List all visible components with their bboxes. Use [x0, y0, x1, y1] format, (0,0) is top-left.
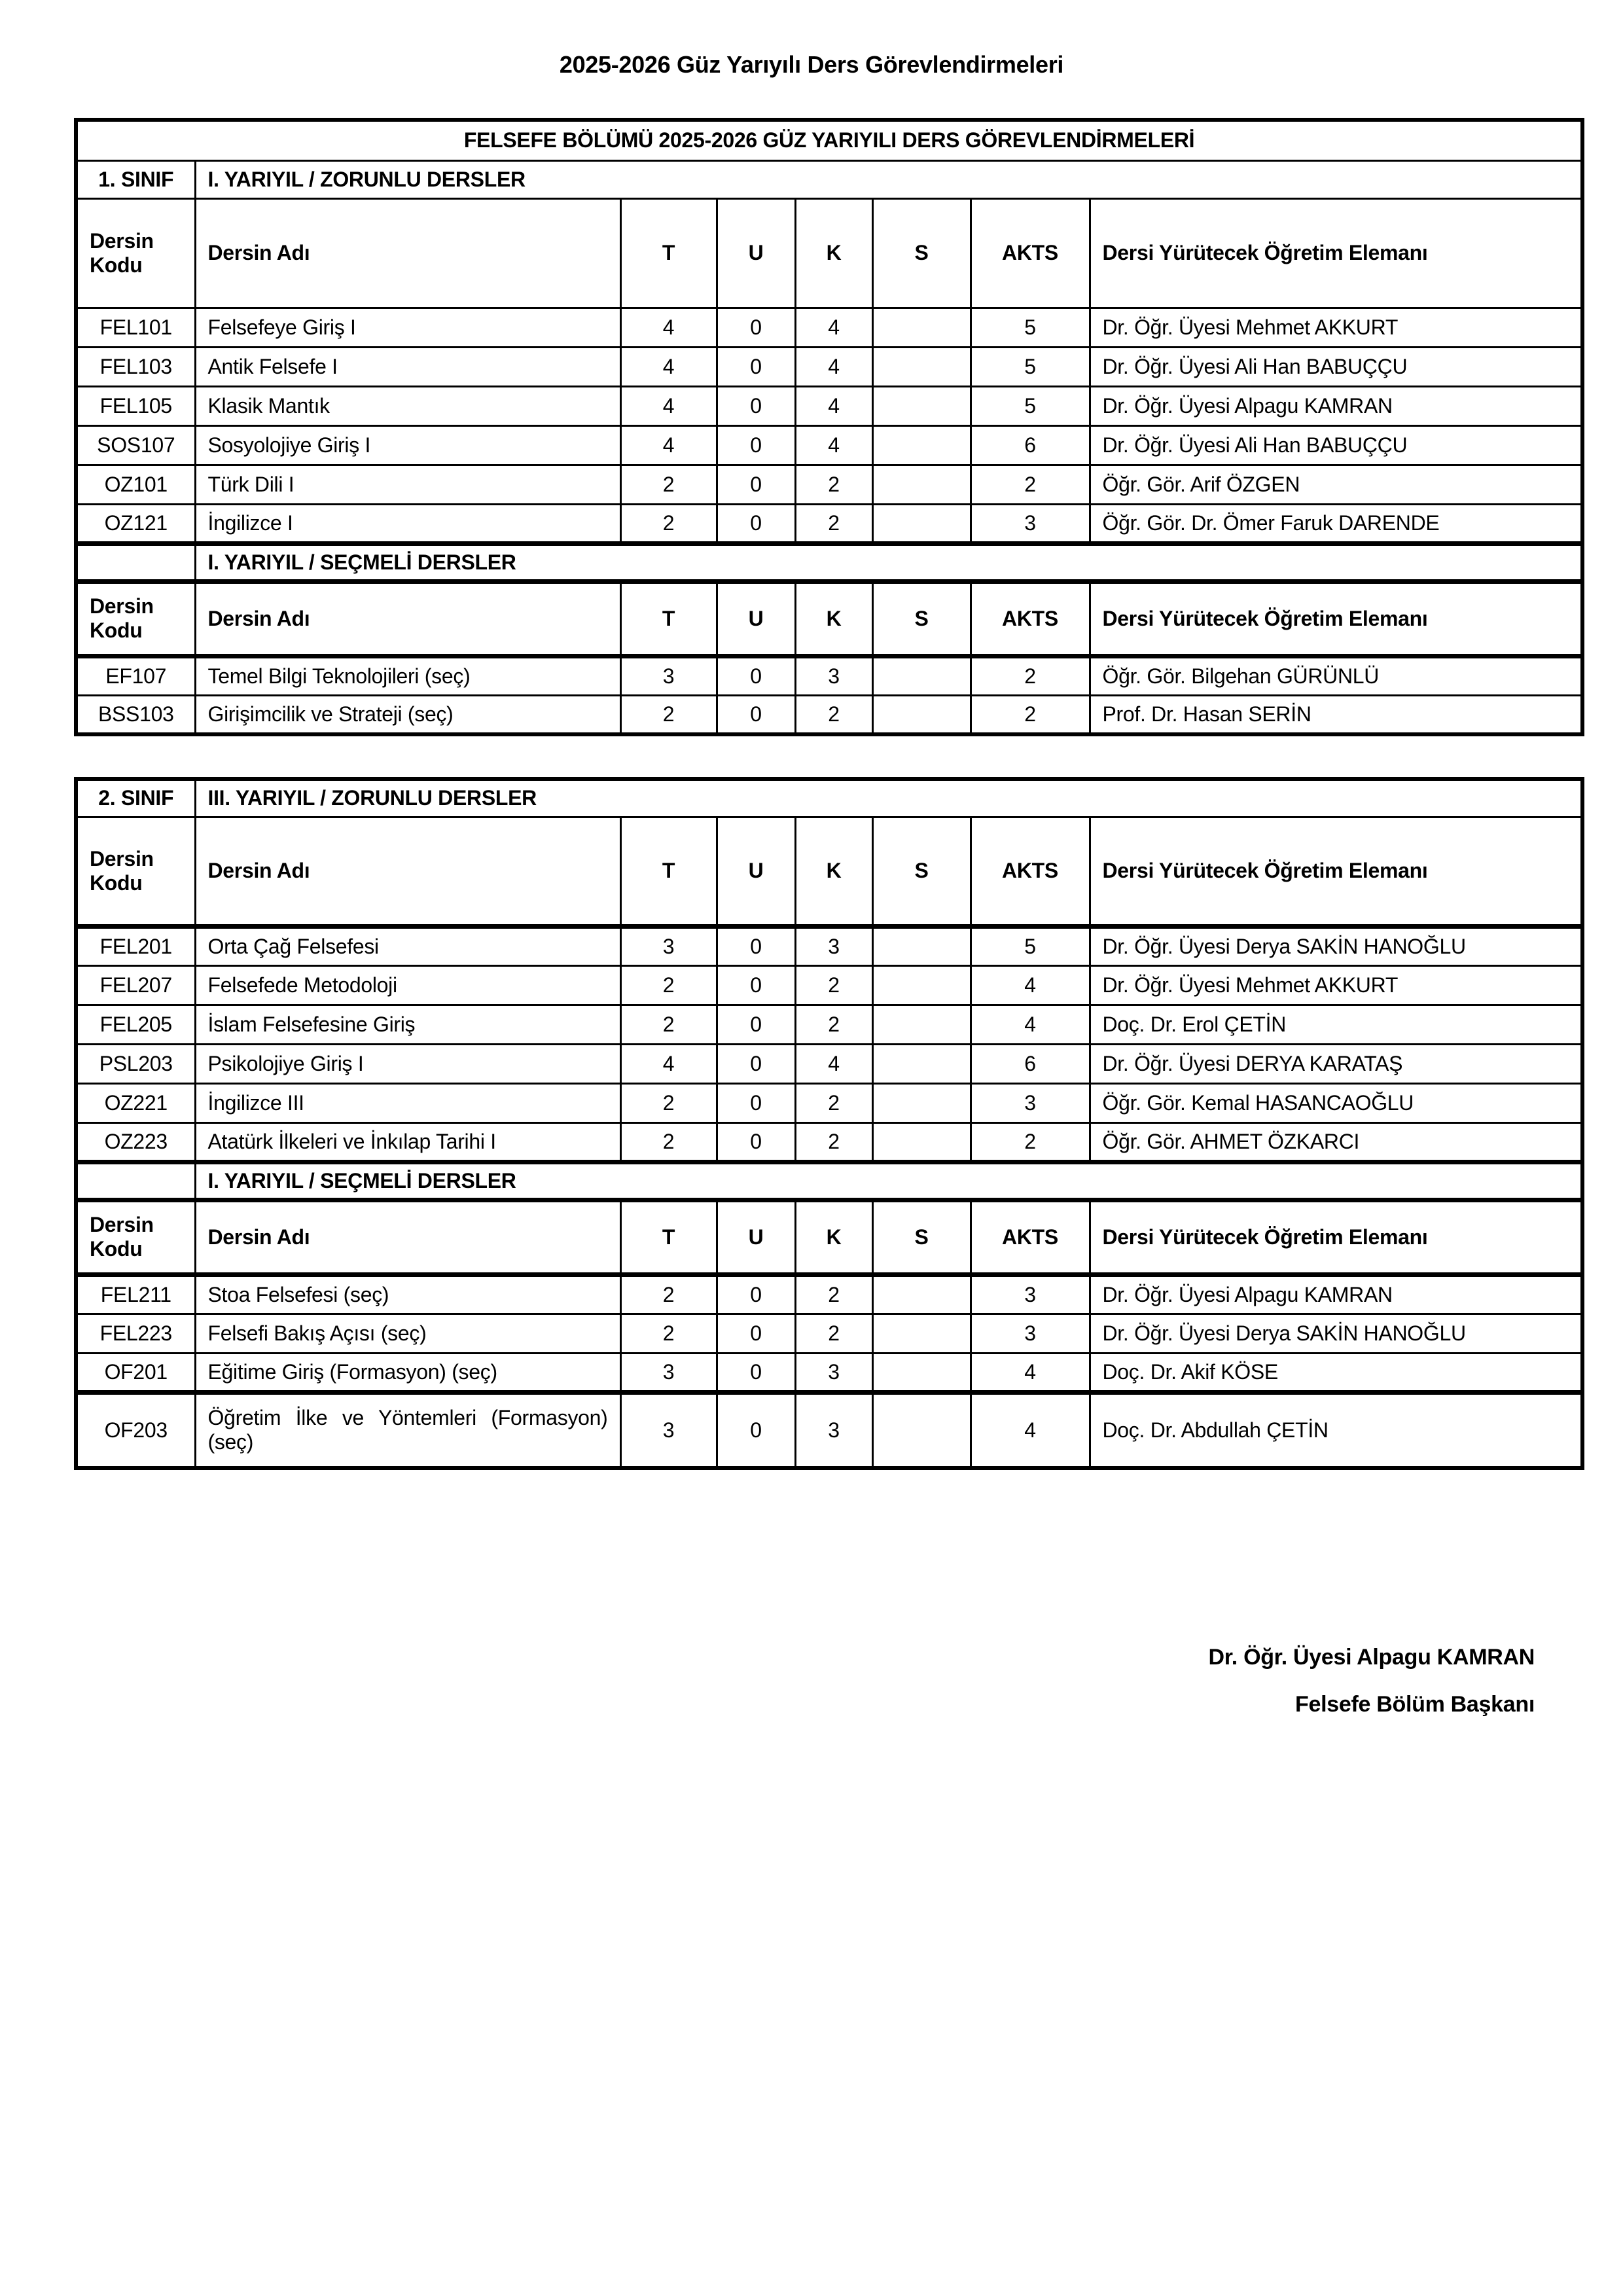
- course-s-cell: [872, 1314, 971, 1353]
- course-k-cell: 2: [795, 465, 872, 504]
- course-t-cell: 2: [620, 465, 717, 504]
- header-u: U: [717, 581, 795, 656]
- course-u-cell: 0: [717, 1122, 795, 1162]
- header-instructor: Dersi Yürütecek Öğretim Elemanı: [1090, 581, 1582, 656]
- signature-block: [0, 1634, 1535, 1728]
- course-instructor-cell: Dr. Öğr. Üyesi Alpagu KAMRAN: [1090, 1274, 1582, 1314]
- course-instructor-cell: Dr. Öğr. Üyesi Derya SAKİN HANOĞLU: [1090, 926, 1582, 965]
- course-row: [76, 1083, 1582, 1122]
- header-u: U: [717, 1200, 795, 1274]
- course-s-cell: [872, 1122, 971, 1162]
- course-s-cell: [872, 504, 971, 543]
- header-s: S: [872, 817, 971, 926]
- header-akts: AKTS: [971, 198, 1090, 308]
- header-code: Dersin Kodu: [76, 1200, 195, 1274]
- course-akts-cell: 2: [971, 695, 1090, 734]
- course-table-first-class: [74, 118, 1584, 736]
- course-instructor-cell: Öğr. Gör. Kemal HASANCAOĞLU: [1090, 1083, 1582, 1122]
- course-name-cell: Antik Felsefe I: [195, 347, 620, 386]
- course-k-cell: 2: [795, 965, 872, 1005]
- column-header-row: [76, 817, 1582, 926]
- course-code-cell: FEL211: [76, 1274, 195, 1314]
- section-row: [76, 779, 1582, 817]
- header-name: Dersin Adı: [195, 1200, 620, 1274]
- course-u-cell: 0: [717, 425, 795, 465]
- course-name-cell: İngilizce III: [195, 1083, 620, 1122]
- course-akts-cell: 3: [971, 1274, 1090, 1314]
- course-s-cell: [872, 386, 971, 425]
- course-s-cell: [872, 1353, 971, 1392]
- course-u-cell: 0: [717, 1044, 795, 1083]
- course-s-cell: [872, 656, 971, 695]
- course-row: [76, 695, 1582, 734]
- course-instructor-cell: Öğr. Gör. AHMET ÖZKARCI: [1090, 1122, 1582, 1162]
- course-k-cell: 4: [795, 425, 872, 465]
- course-code-cell: PSL203: [76, 1044, 195, 1083]
- header-name: Dersin Adı: [195, 581, 620, 656]
- header-s: S: [872, 198, 971, 308]
- course-t-cell: 2: [620, 1122, 717, 1162]
- course-k-cell: 4: [795, 386, 872, 425]
- course-akts-cell: 6: [971, 1044, 1090, 1083]
- course-code-cell: FEL101: [76, 308, 195, 347]
- header-instructor: Dersi Yürütecek Öğretim Elemanı: [1090, 817, 1582, 926]
- course-akts-cell: 4: [971, 1392, 1090, 1468]
- course-u-cell: 0: [717, 1005, 795, 1044]
- course-name-cell: Felsefede Metodoloji: [195, 965, 620, 1005]
- course-s-cell: [872, 695, 971, 734]
- course-instructor-cell: Öğr. Gör. Arif ÖZGEN: [1090, 465, 1582, 504]
- course-akts-cell: 5: [971, 386, 1090, 425]
- course-name-cell: Öğretim İlke ve Yöntemleri (Formasyon) (seç): [195, 1392, 620, 1468]
- course-row: [76, 504, 1582, 543]
- course-t-cell: 2: [620, 965, 717, 1005]
- course-t-cell: 2: [620, 1274, 717, 1314]
- course-k-cell: 3: [795, 1392, 872, 1468]
- header-k: K: [795, 198, 872, 308]
- course-code-cell: OF203: [76, 1392, 195, 1468]
- header-name: Dersin Adı: [195, 817, 620, 926]
- course-k-cell: 2: [795, 1274, 872, 1314]
- course-t-cell: 2: [620, 1083, 717, 1122]
- course-name-cell: Girişimcilik ve Strateji (seç): [195, 695, 620, 734]
- course-u-cell: 0: [717, 308, 795, 347]
- course-row: [76, 965, 1582, 1005]
- course-s-cell: [872, 1274, 971, 1314]
- section-class-label: [76, 543, 195, 581]
- header-s: S: [872, 1200, 971, 1274]
- course-name-cell: Türk Dili I: [195, 465, 620, 504]
- course-akts-cell: 4: [971, 1005, 1090, 1044]
- course-name-cell: Temel Bilgi Teknolojileri (seç): [195, 656, 620, 695]
- header-code: Dersin Kodu: [76, 817, 195, 926]
- section-class-label: 1. SINIF: [76, 160, 195, 198]
- course-u-cell: 0: [717, 347, 795, 386]
- course-u-cell: 0: [717, 1314, 795, 1353]
- course-k-cell: 3: [795, 1353, 872, 1392]
- course-instructor-cell: Dr. Öğr. Üyesi Mehmet AKKURT: [1090, 965, 1582, 1005]
- course-name-cell: Psikolojiye Giriş I: [195, 1044, 620, 1083]
- course-u-cell: 0: [717, 1083, 795, 1122]
- course-row: [76, 308, 1582, 347]
- course-instructor-cell: Dr. Öğr. Üyesi Mehmet AKKURT: [1090, 308, 1582, 347]
- header-t: T: [620, 581, 717, 656]
- course-instructor-cell: Öğr. Gör. Dr. Ömer Faruk DARENDE: [1090, 504, 1582, 543]
- table-banner-row: [76, 120, 1582, 160]
- course-t-cell: 4: [620, 386, 717, 425]
- course-u-cell: 0: [717, 695, 795, 734]
- course-u-cell: 0: [717, 1274, 795, 1314]
- course-t-cell: 2: [620, 1005, 717, 1044]
- section-title-label: III. YARIYIL / ZORUNLU DERSLER: [195, 779, 1582, 817]
- course-akts-cell: 3: [971, 504, 1090, 543]
- signature-name: Dr. Öğr. Üyesi Alpagu KAMRAN: [1208, 1645, 1535, 1670]
- course-akts-cell: 5: [971, 347, 1090, 386]
- course-code-cell: EF107: [76, 656, 195, 695]
- course-row: [76, 1044, 1582, 1083]
- course-code-cell: FEL201: [76, 926, 195, 965]
- course-row: [76, 656, 1582, 695]
- course-u-cell: 0: [717, 926, 795, 965]
- column-header-row: [76, 581, 1582, 656]
- header-s: S: [872, 581, 971, 656]
- course-k-cell: 4: [795, 308, 872, 347]
- course-name-cell: Felsefeye Giriş I: [195, 308, 620, 347]
- course-u-cell: 0: [717, 504, 795, 543]
- header-code: Dersin Kodu: [76, 198, 195, 308]
- course-t-cell: 2: [620, 504, 717, 543]
- course-t-cell: 3: [620, 656, 717, 695]
- course-k-cell: 2: [795, 1005, 872, 1044]
- course-akts-cell: 6: [971, 425, 1090, 465]
- header-k: K: [795, 581, 872, 656]
- header-t: T: [620, 817, 717, 926]
- course-row: [76, 1353, 1582, 1392]
- course-table-second-class: [74, 777, 1584, 1470]
- course-code-cell: FEL103: [76, 347, 195, 386]
- course-row: [76, 347, 1582, 386]
- signature-role: Felsefe Bölüm Başkanı: [1295, 1692, 1535, 1717]
- header-code: Dersin Kodu: [76, 581, 195, 656]
- course-akts-cell: 5: [971, 308, 1090, 347]
- course-t-cell: 3: [620, 1392, 717, 1468]
- course-t-cell: 3: [620, 926, 717, 965]
- course-t-cell: 4: [620, 1044, 717, 1083]
- header-akts: AKTS: [971, 1200, 1090, 1274]
- course-akts-cell: 2: [971, 1122, 1090, 1162]
- course-instructor-cell: Doç. Dr. Abdullah ÇETİN: [1090, 1392, 1582, 1468]
- course-row: [76, 1392, 1582, 1468]
- header-name: Dersin Adı: [195, 198, 620, 308]
- course-instructor-cell: Dr. Öğr. Üyesi Ali Han BABUÇÇU: [1090, 425, 1582, 465]
- header-k: K: [795, 1200, 872, 1274]
- course-instructor-cell: Dr. Öğr. Üyesi Derya SAKİN HANOĞLU: [1090, 1314, 1582, 1353]
- course-name-cell: Orta Çağ Felsefesi: [195, 926, 620, 965]
- header-akts: AKTS: [971, 817, 1090, 926]
- course-instructor-cell: Dr. Öğr. Üyesi Ali Han BABUÇÇU: [1090, 347, 1582, 386]
- course-k-cell: 2: [795, 504, 872, 543]
- course-t-cell: 2: [620, 695, 717, 734]
- course-code-cell: OZ101: [76, 465, 195, 504]
- course-t-cell: 3: [620, 1353, 717, 1392]
- header-akts: AKTS: [971, 581, 1090, 656]
- course-row: [76, 1122, 1582, 1162]
- section-row: [76, 543, 1582, 581]
- course-instructor-cell: Prof. Dr. Hasan SERİN: [1090, 695, 1582, 734]
- course-akts-cell: 2: [971, 656, 1090, 695]
- section-row: [76, 1162, 1582, 1200]
- course-code-cell: FEL207: [76, 965, 195, 1005]
- course-u-cell: 0: [717, 465, 795, 504]
- course-code-cell: SOS107: [76, 425, 195, 465]
- course-s-cell: [872, 1005, 971, 1044]
- section-class-label: [76, 1162, 195, 1200]
- course-t-cell: 2: [620, 1314, 717, 1353]
- course-code-cell: OF201: [76, 1353, 195, 1392]
- course-k-cell: 4: [795, 347, 872, 386]
- course-s-cell: [872, 926, 971, 965]
- section-row: [76, 160, 1582, 198]
- course-code-cell: OZ221: [76, 1083, 195, 1122]
- course-s-cell: [872, 1392, 971, 1468]
- course-code-cell: BSS103: [76, 695, 195, 734]
- course-u-cell: 0: [717, 1392, 795, 1468]
- table-banner-title: FELSEFE BÖLÜMÜ 2025-2026 GÜZ YARIYILI DERS GÖREVLENDİRMELERİ: [76, 120, 1582, 160]
- course-name-cell: İslam Felsefesine Giriş: [195, 1005, 620, 1044]
- header-t: T: [620, 198, 717, 308]
- column-header-row: [76, 1200, 1582, 1274]
- course-k-cell: 3: [795, 656, 872, 695]
- course-code-cell: FEL105: [76, 386, 195, 425]
- header-t: T: [620, 1200, 717, 1274]
- course-row: [76, 1314, 1582, 1353]
- course-t-cell: 4: [620, 308, 717, 347]
- course-akts-cell: 3: [971, 1083, 1090, 1122]
- course-instructor-cell: Doç. Dr. Akif KÖSE: [1090, 1353, 1582, 1392]
- course-code-cell: OZ223: [76, 1122, 195, 1162]
- course-k-cell: 3: [795, 926, 872, 965]
- course-t-cell: 4: [620, 347, 717, 386]
- section-title-label: I. YARIYIL / ZORUNLU DERSLER: [195, 160, 1582, 198]
- course-s-cell: [872, 308, 971, 347]
- course-name-cell: Eğitime Giriş (Formasyon) (seç): [195, 1353, 620, 1392]
- course-k-cell: 4: [795, 1044, 872, 1083]
- course-k-cell: 2: [795, 1122, 872, 1162]
- course-t-cell: 4: [620, 425, 717, 465]
- course-s-cell: [872, 1044, 971, 1083]
- page-title: 2025-2026 Güz Yarıyılı Ders Görevlendirmeleri: [559, 51, 1064, 78]
- course-name-cell: Felsefi Bakış Açısı (seç): [195, 1314, 620, 1353]
- header-instructor: Dersi Yürütecek Öğretim Elemanı: [1090, 198, 1582, 308]
- course-u-cell: 0: [717, 386, 795, 425]
- course-instructor-cell: Öğr. Gör. Bilgehan GÜRÜNLÜ: [1090, 656, 1582, 695]
- course-s-cell: [872, 965, 971, 1005]
- header-u: U: [717, 198, 795, 308]
- course-row: [76, 926, 1582, 965]
- course-akts-cell: 4: [971, 1353, 1090, 1392]
- header-k: K: [795, 817, 872, 926]
- course-instructor-cell: Dr. Öğr. Üyesi Alpagu KAMRAN: [1090, 386, 1582, 425]
- course-row: [76, 425, 1582, 465]
- course-akts-cell: 4: [971, 965, 1090, 1005]
- course-k-cell: 2: [795, 1314, 872, 1353]
- course-name-cell: Klasik Mantık: [195, 386, 620, 425]
- course-name-cell: Sosyolojiye Giriş I: [195, 425, 620, 465]
- course-u-cell: 0: [717, 656, 795, 695]
- course-akts-cell: 5: [971, 926, 1090, 965]
- course-k-cell: 2: [795, 1083, 872, 1122]
- course-s-cell: [872, 1083, 971, 1122]
- course-u-cell: 0: [717, 1353, 795, 1392]
- course-instructor-cell: Dr. Öğr. Üyesi DERYA KARATAŞ: [1090, 1044, 1582, 1083]
- section-title-label: I. YARIYIL / SEÇMELİ DERSLER: [195, 543, 1582, 581]
- header-instructor: Dersi Yürütecek Öğretim Elemanı: [1090, 1200, 1582, 1274]
- section-class-label: 2. SINIF: [76, 779, 195, 817]
- course-u-cell: 0: [717, 965, 795, 1005]
- course-code-cell: OZ121: [76, 504, 195, 543]
- course-row: [76, 386, 1582, 425]
- course-row: [76, 1274, 1582, 1314]
- course-instructor-cell: Doç. Dr. Erol ÇETİN: [1090, 1005, 1582, 1044]
- course-s-cell: [872, 465, 971, 504]
- course-name-cell: Stoa Felsefesi (seç): [195, 1274, 620, 1314]
- column-header-row: [76, 198, 1582, 308]
- course-code-cell: FEL223: [76, 1314, 195, 1353]
- course-s-cell: [872, 425, 971, 465]
- course-akts-cell: 2: [971, 465, 1090, 504]
- course-k-cell: 2: [795, 695, 872, 734]
- course-s-cell: [872, 347, 971, 386]
- course-code-cell: FEL205: [76, 1005, 195, 1044]
- section-title-label: I. YARIYIL / SEÇMELİ DERSLER: [195, 1162, 1582, 1200]
- course-akts-cell: 3: [971, 1314, 1090, 1353]
- course-row: [76, 465, 1582, 504]
- course-row: [76, 1005, 1582, 1044]
- course-name-cell: Atatürk İlkeleri ve İnkılap Tarihi I: [195, 1122, 620, 1162]
- course-name-cell: İngilizce I: [195, 504, 620, 543]
- header-u: U: [717, 817, 795, 926]
